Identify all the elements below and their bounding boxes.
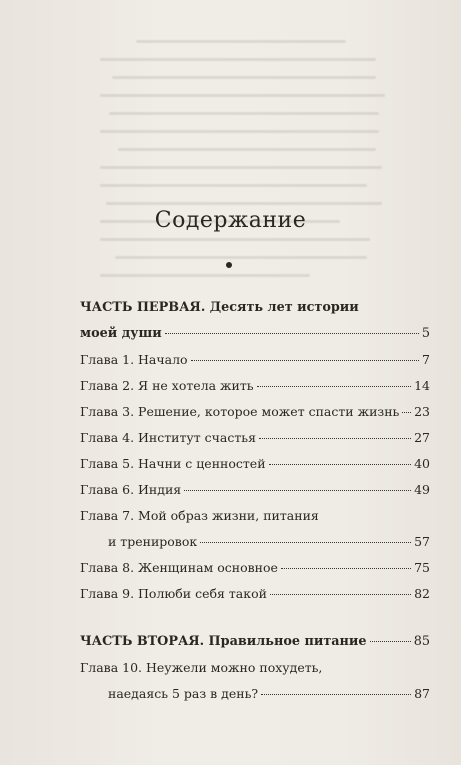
toc-entry-chapter-4 [80, 430, 430, 446]
page-number: 85 [413, 634, 430, 649]
toc-entry-chapter-6 [80, 482, 430, 498]
page-number: 40 [414, 456, 430, 471]
toc-entry-chapter-3 [80, 404, 430, 420]
table-of-contents [80, 300, 430, 702]
page-number: 75 [414, 560, 430, 575]
page-number: 57 [414, 534, 430, 549]
part-one-title-line1: ЧАСТЬ ПЕРВАЯ. Десять лет истории [80, 300, 359, 315]
leader-dots [257, 386, 411, 387]
leader-dots [281, 568, 411, 569]
part-one-title-line2: моей души [80, 326, 162, 341]
chapter-7-title-line2: и тренировок [108, 534, 198, 549]
ornament-dot [226, 262, 232, 268]
leader-dots [200, 542, 411, 543]
page-number: 23 [414, 404, 430, 419]
toc-entry-chapter-8 [80, 560, 430, 576]
part-two-title: ЧАСТЬ ВТОРАЯ. Правильное питание [80, 634, 367, 649]
chapter-title: Глава 5. Начни с ценностей [80, 456, 266, 471]
chapter-title: Глава 2. Я не хотела жить [80, 378, 254, 393]
leader-dots [269, 464, 412, 465]
chapter-10-title-line1: Глава 10. Неужели можно похудеть, [80, 660, 323, 675]
leader-dots [191, 360, 419, 361]
chapter-10-title-line2: наедаясь 5 раз в день? [108, 686, 259, 701]
toc-entry-part-two [80, 634, 430, 650]
leader-dots [165, 333, 419, 334]
toc-entry-chapter-10 [80, 686, 430, 702]
page-number: 7 [422, 352, 430, 367]
page-number: 49 [414, 482, 430, 497]
toc-entry-chapter-1 [80, 352, 430, 368]
show-through-text [100, 40, 400, 330]
chapter-title: Глава 1. Начало [80, 352, 188, 367]
leader-dots [370, 641, 411, 642]
toc-entry-chapter-9 [80, 586, 430, 602]
chapter-title: Глава 6. Индия [80, 482, 182, 497]
chapter-title: Глава 9. Полюби себя такой [80, 586, 267, 601]
leader-dots [261, 694, 411, 695]
toc-entry-part-one [80, 326, 430, 342]
page-number: 87 [414, 686, 430, 701]
chapter-7-title-line1: Глава 7. Мой образ жизни, питания [80, 508, 319, 523]
chapter-title: Глава 4. Институт счастья [80, 430, 256, 445]
page-title: Содержание [154, 208, 307, 233]
chapter-title: Глава 8. Женщинам основное [80, 560, 278, 575]
toc-entry-chapter-5 [80, 456, 430, 472]
page-number: 14 [414, 378, 430, 393]
page-number: 82 [414, 586, 430, 601]
leader-dots [270, 594, 411, 595]
leader-dots [402, 412, 411, 413]
page-number: 27 [414, 430, 430, 445]
chapter-title: Глава 3. Решение, которое может спасти жизнь [80, 404, 400, 419]
leader-dots [184, 490, 411, 491]
toc-entry-chapter-7 [80, 534, 430, 550]
leader-dots [259, 438, 411, 439]
page-number: 5 [421, 326, 430, 341]
toc-entry-chapter-2 [80, 378, 430, 394]
